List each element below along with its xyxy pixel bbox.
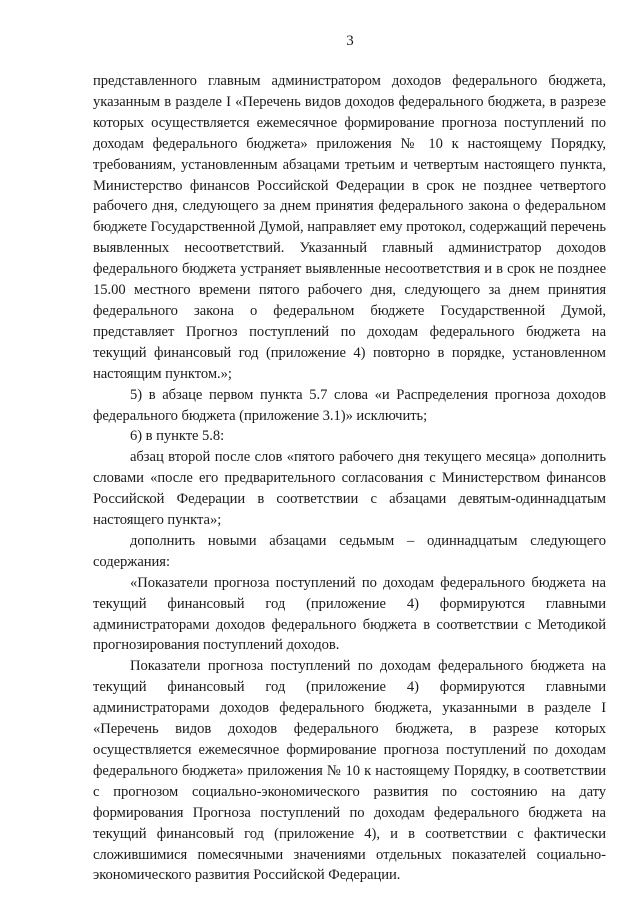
paragraph-abzac-vtoroy: абзац второй после слов «пятого рабочего дня текущего месяца» дополнить словами «после его предварительного согласования с Министерством финансов Российской Федерации в соответствии с абзацами девятым-одиннадцатым настоящего пункта»; — [93, 449, 606, 529]
paragraph-quote-1: «Показатели прогноза поступлений по доходам федерального бюджета на текущий финансовый год (приложение 4) формируются главными администраторами доходов федерального бюджета в соответствии с Методикой прогнозирования поступлений доходов. — [93, 574, 606, 654]
paragraph-continuation: представленного главным администратором доходов федерального бюджета, указанным в разделе I «Перечень видов доходов федерального бюджета, в разрезе которых осуществляется ежемесячное формирование прогноза поступлений по доходам федерального бюджета» приложения № 10 к настоящему Порядку, требованиям, установленным абзацами третьим и четвертым настоящего пункта, Министерство финансов Российской Федерации в срок не позднее четвертого рабочего дня, следующего за днем принятия федерального закона о федеральном бюджете Государственной Думой, направляет ему протокол, содержащий перечень выявленных несоответствий. Указанный главный администратор доходов федерального бюджета устраняет выявленные несоответствия и в срок не позднее 15.00 местного времени пятого рабочего дня, следующего за днем принятия федерального закона о федеральном бюджете Государственной Думой, представляет Прогноз поступлений по доходам федерального бюджета на текущий финансовый год (приложение 4) повторно в порядке, установленном настоящим пунктом.»; — [93, 73, 606, 382]
page-number: 3 — [346, 33, 354, 49]
document-body — [93, 71, 606, 886]
paragraph-dopolnit: дополнить новыми абзацами седьмым – одиннадцатым следующего содержания: — [93, 532, 606, 570]
paragraph-item-5: 5) в абзаце первом пункта 5.7 слова «и Распределения прогноза доходов федерального бюджета (приложение 3.1)» исключить; — [93, 386, 606, 424]
paragraph-quote-2: Показатели прогноза поступлений по доходам федерального бюджета на текущий финансовый год (приложение 4) формируются главными администраторами доходов федерального бюджета, указанными в разделе I «Перечень видов доходов федерального бюджета, в разрезе которых осуществляется ежемесячное формирование прогноза поступлений по доходам федерального бюджета» приложения № 10 к настоящему Порядку, в соответствии с прогнозом социально-экономического развития по состоянию на дату формирования Прогноза поступлений по доходам федерального бюджета на текущий финансовый год (приложение 4), и в соответствии с фактически сложившимися помесячными значениями отдельных показателей социально-экономического развития Российской Федерации. — [93, 658, 606, 884]
paragraph-item-6: 6) в пункте 5.8: — [130, 428, 225, 445]
